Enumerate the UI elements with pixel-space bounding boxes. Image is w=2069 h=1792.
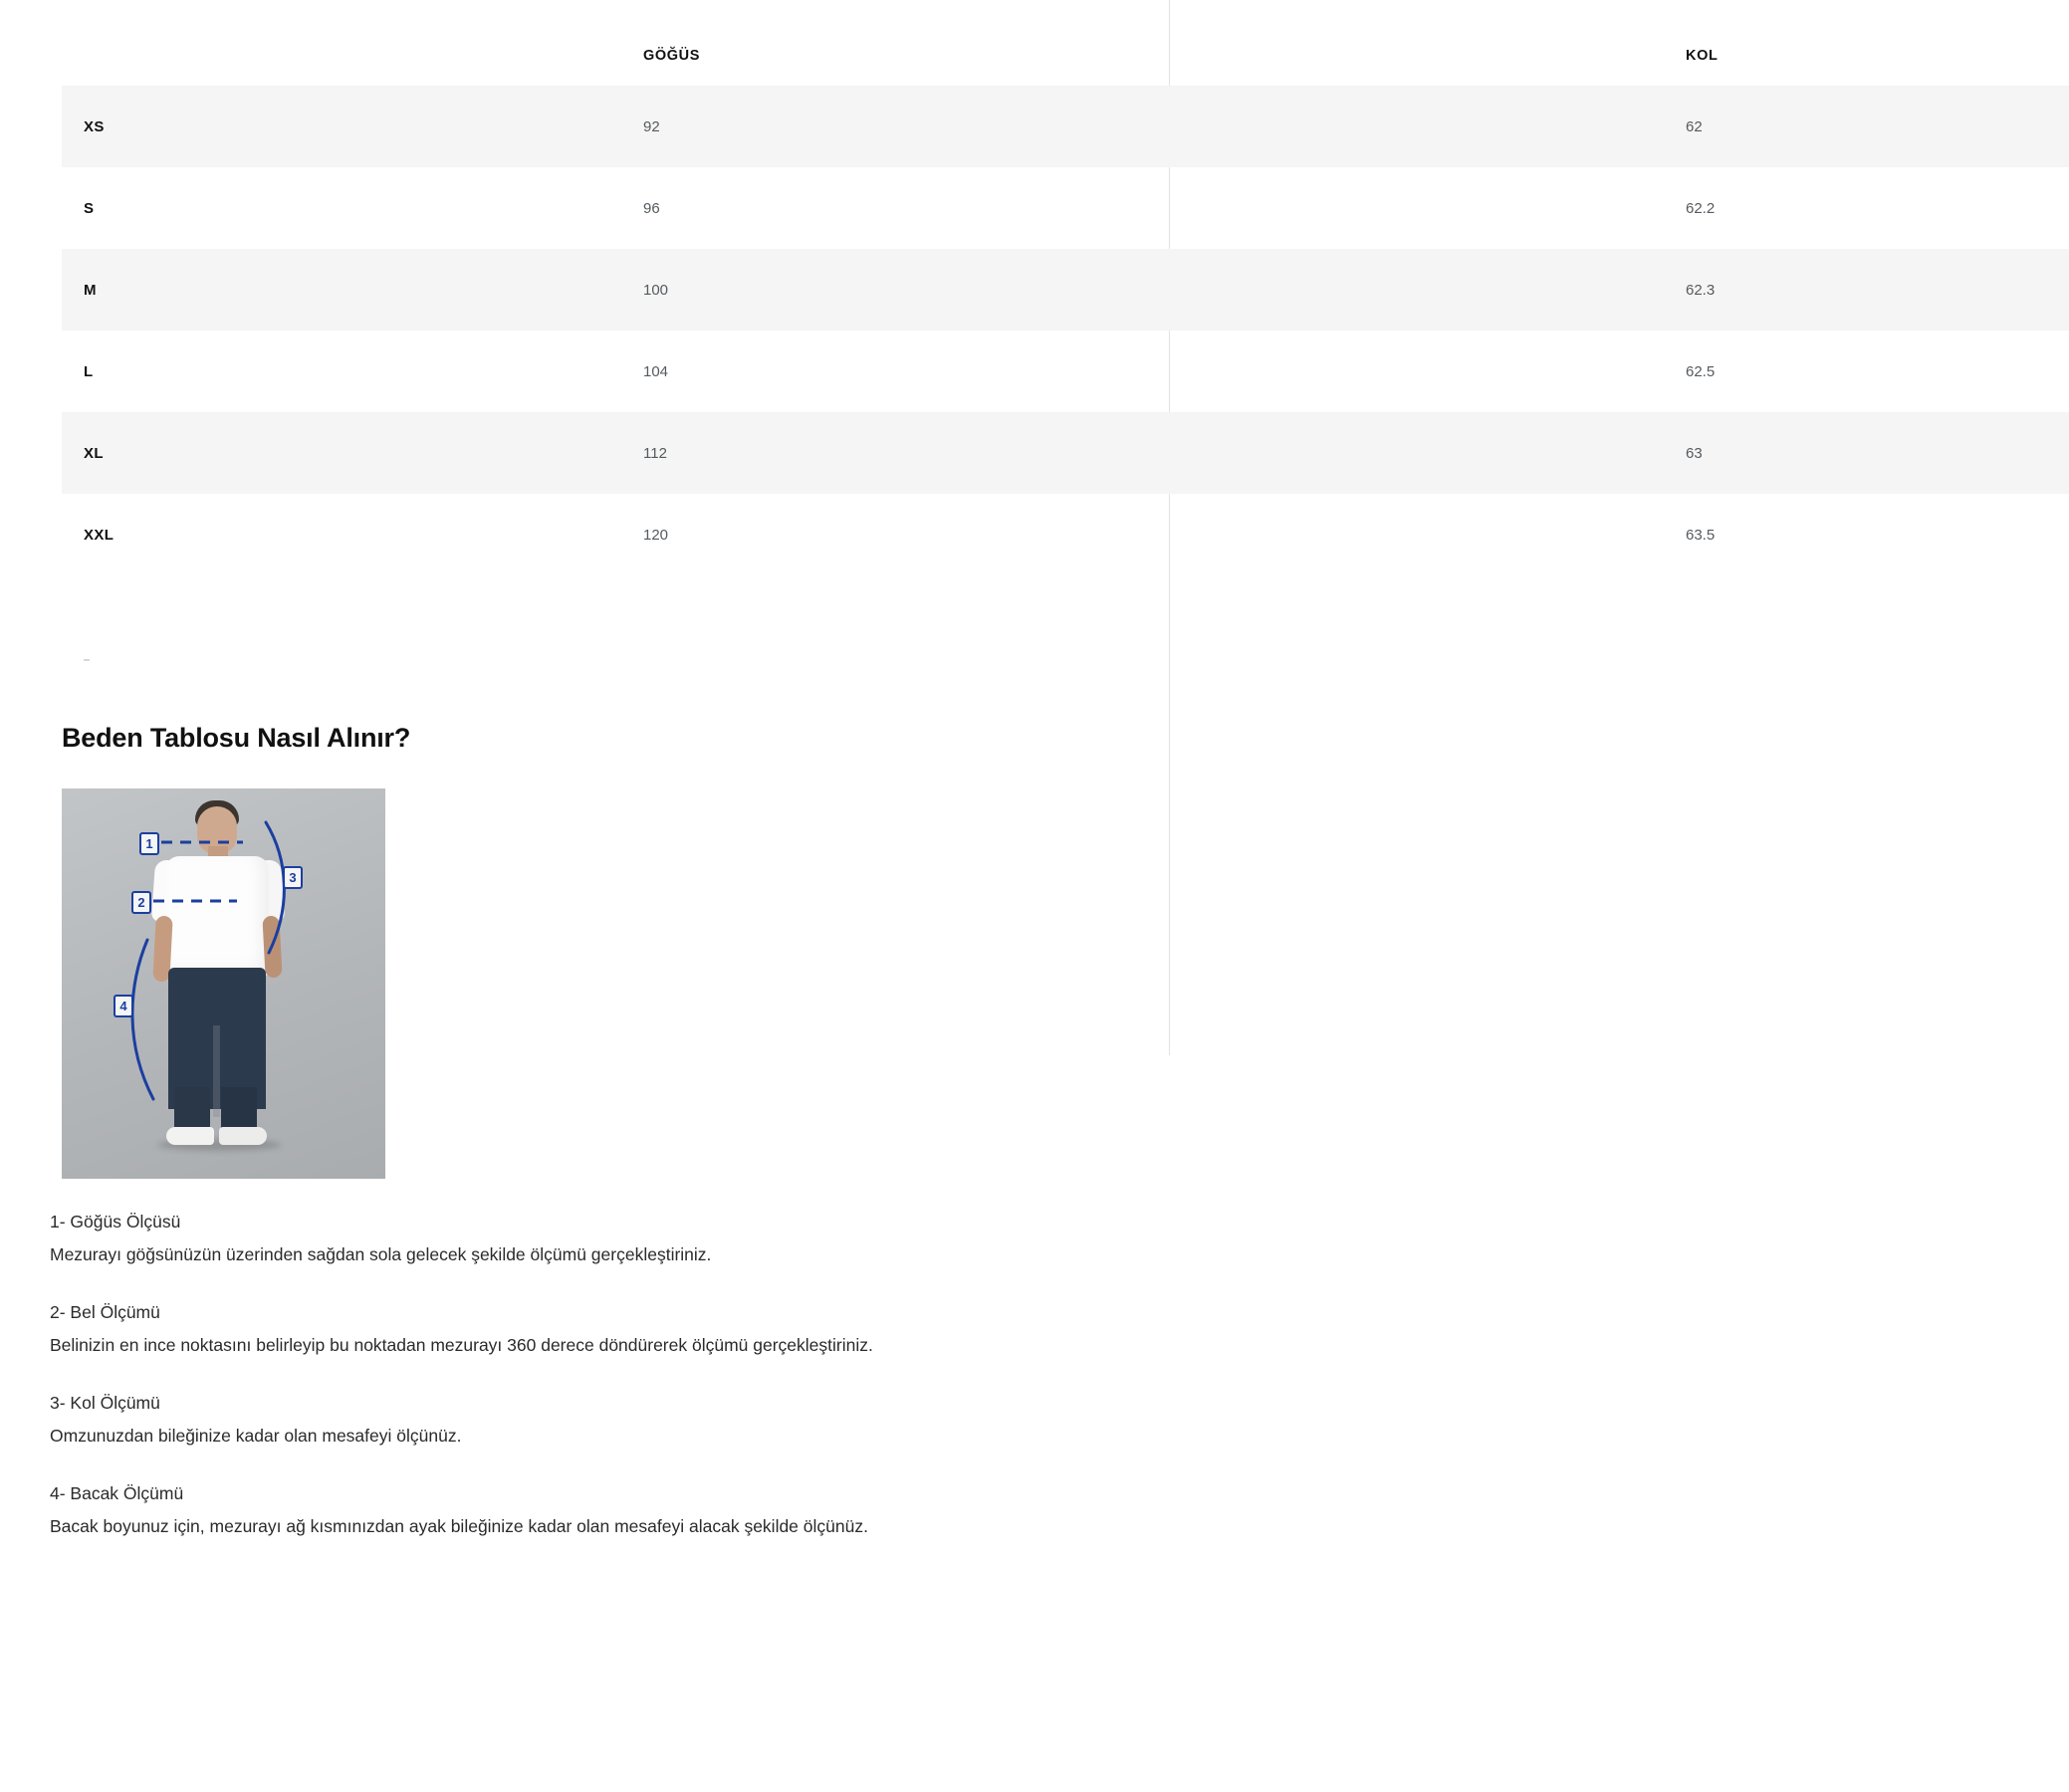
instruction-body: Mezurayı göğsünüzün üzerinden sağdan sola gelecek şekilde ölçümü gerçekleştiriniz. (50, 1244, 712, 1264)
instruction-heading: 4- Bacak Ölçümü (50, 1483, 184, 1503)
instruction-item (50, 1388, 1055, 1452)
instruction-heading: 2- Bel Ölçümü (50, 1302, 160, 1322)
column-header-size (62, 26, 362, 86)
cell-size: S (84, 199, 95, 217)
marker-waist: 2 (131, 891, 151, 914)
cell-chest: 112 (362, 412, 1027, 494)
instruction-item (50, 1207, 1055, 1270)
measurement-figure (62, 788, 385, 1179)
instruction-body: Omzunuzdan bileğinize kadar olan mesafeyi ölçünüz. (50, 1426, 462, 1446)
measurement-guides-icon (62, 788, 385, 1179)
table-row (62, 86, 2069, 167)
table-row (62, 249, 2069, 331)
cell-sleeve: 62.5 (1686, 362, 1716, 380)
instruction-heading: 1- Göğüs Ölçüsü (50, 1212, 181, 1232)
size-chart-body (62, 86, 2069, 575)
instruction-item (50, 1297, 1055, 1361)
instructions-list (50, 1207, 1055, 1569)
size-chart-table (62, 26, 2069, 575)
cell-chest: 100 (362, 249, 1027, 331)
cell-size: M (62, 249, 362, 331)
marker-chest: 1 (139, 832, 159, 855)
cell-chest: 92 (362, 86, 1027, 167)
cell-size: XL (62, 412, 362, 494)
column-header-chest: GÖĞÜS (643, 48, 700, 64)
table-row (62, 494, 2069, 575)
section-title: Beden Tablosu Nasıl Alınır? (62, 723, 411, 753)
cell-size: XXL (84, 526, 115, 544)
size-chart-header (62, 26, 2069, 86)
cell-size: XS (62, 86, 362, 167)
marker-sleeve: 3 (283, 866, 303, 889)
decorative-dot (84, 659, 90, 661)
instruction-item (50, 1478, 1055, 1542)
cell-sleeve: 62.3 (1027, 249, 2069, 331)
table-header-row (62, 26, 2069, 86)
cell-sleeve: 63 (1027, 412, 2069, 494)
cell-chest: 104 (643, 362, 669, 380)
cell-sleeve: 62.2 (1686, 199, 1716, 217)
table-row (62, 412, 2069, 494)
cell-sleeve: 62 (1027, 86, 2069, 167)
cell-chest: 96 (643, 199, 660, 217)
cell-chest: 120 (643, 526, 669, 544)
instruction-body: Bacak boyunuz için, mezurayı ağ kısmınızdan ayak bileğinize kadar olan mesafeyi alacak şekilde ölçünüz. (50, 1516, 868, 1536)
table-row (62, 167, 2069, 249)
table-row (62, 331, 2069, 412)
cell-sleeve: 63.5 (1686, 526, 1716, 544)
cell-size: L (84, 362, 94, 380)
instruction-body: Belinizin en ince noktasını belirleyip bu noktadan mezurayı 360 derece döndürerek ölçümü gerçekleştiriniz. (50, 1335, 873, 1355)
marker-leg: 4 (114, 995, 133, 1017)
instruction-heading: 3- Kol Ölçümü (50, 1393, 160, 1413)
column-header-sleeve: KOL (1686, 48, 1719, 64)
